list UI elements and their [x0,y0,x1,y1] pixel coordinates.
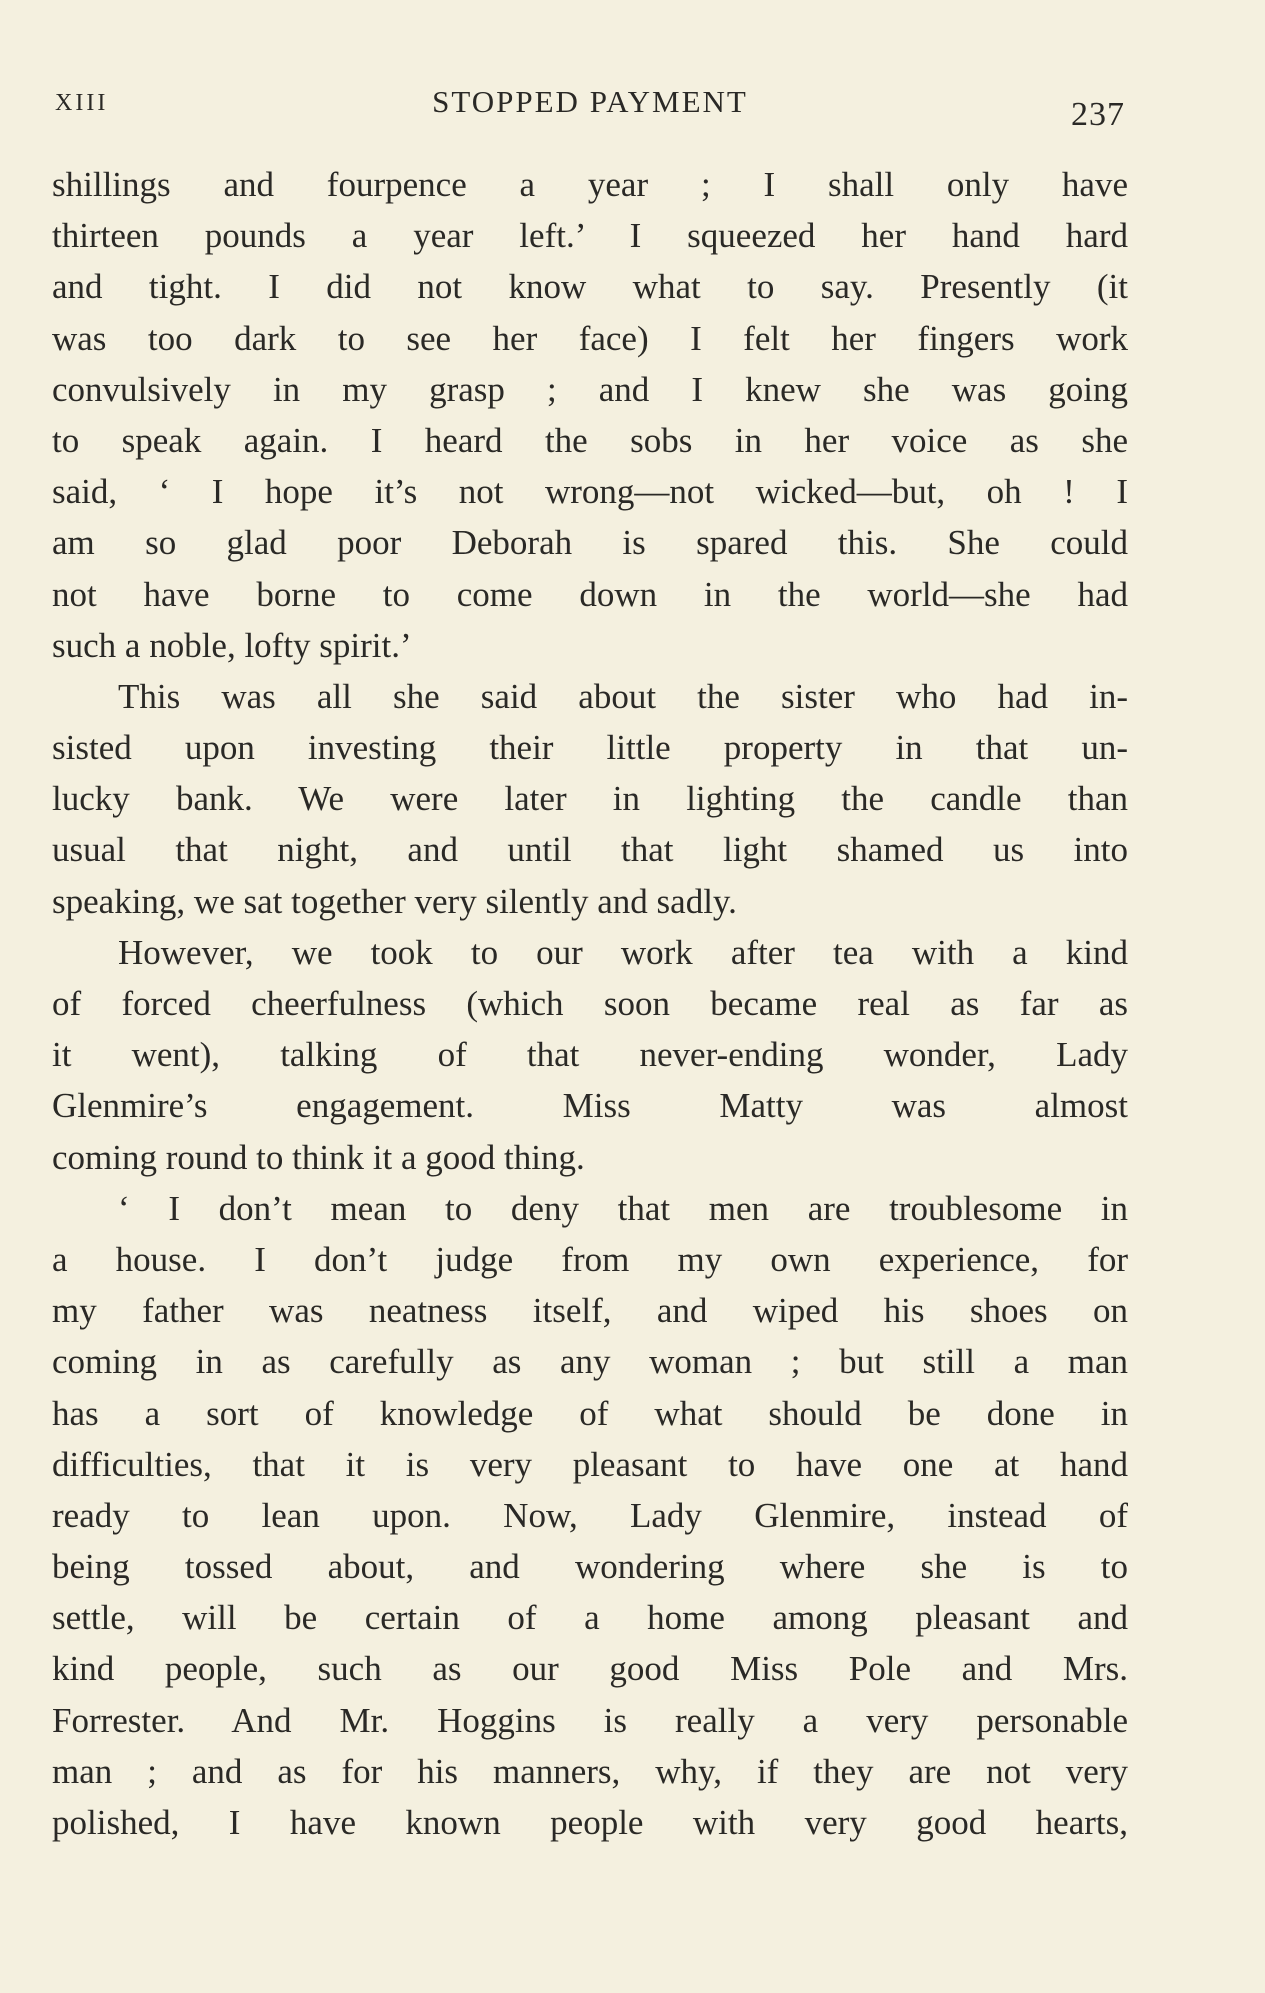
text-line: coming in as carefully as any woman ; but still a man [52,1342,1128,1382]
body-text [52,159,1128,1848]
running-head [55,84,1125,134]
text-line: and tight. I did not know what to say. Presently (it [52,267,1128,307]
text-line: Forrester. And Mr. Hoggins is really a very personable [52,1700,1128,1740]
chapter-number: XIII [55,90,109,116]
text-line: thirteen pounds a year left.’ I squeezed her hand hard [52,216,1128,256]
text-line: coming round to think it a good thing. [52,1137,585,1177]
text-line: it went), talking of that never-ending wonder, Lady [52,1035,1128,1075]
text-line: lucky bank. We were later in lighting the candle than [52,779,1128,819]
text-line: not have borne to come down in the world—she had [52,574,1128,614]
text-line: ‘ I don’t mean to deny that men are troublesome in [118,1188,1128,1228]
text-line: shillings and fourpence a year ; I shall only have [52,165,1128,204]
text-line: a house. I don’t judge from my own experience, for [52,1239,1128,1279]
text-line: of forced cheerfulness (which soon became real as far as [52,984,1128,1023]
text-line: being tossed about, and wondering where she is to [52,1547,1128,1587]
text-line: has a sort of knowledge of what should be done in [52,1393,1128,1433]
text-line: This was all she said about the sister who had in- [118,676,1128,716]
text-line: speaking, we sat together very silently and sadly. [52,881,737,921]
text-line: man ; and as for his manners, why, if they are not very [52,1751,1128,1791]
text-line: to speak again. I heard the sobs in her voice as she [52,420,1128,460]
text-line: settle, will be certain of a home among pleasant and [52,1598,1128,1638]
text-line: ready to lean upon. Now, Lady Glenmire, instead of [52,1495,1128,1535]
text-line: kind people, such as our good Miss Pole and Mrs. [52,1649,1128,1689]
text-line: said, ‘ I hope it’s not wrong—not wicked—but, oh ! I [52,472,1128,512]
text-line: polished, I have known people with very good hearts, [52,1803,1128,1842]
text-line: was too dark to see her face) I felt her fingers work [52,318,1128,358]
text-line: convulsively in my grasp ; and I knew she was going [52,369,1128,409]
text-line: usual that night, and until that light shamed us into [52,830,1128,870]
text-line: am so glad poor Deborah is spared this. She could [52,523,1128,563]
text-line: However, we took to our work after tea with a kind [118,932,1128,972]
text-line: my father was neatness itself, and wiped his shoes on [52,1291,1128,1331]
page-number: 237 [1071,96,1125,133]
text-line: difficulties, that it is very pleasant to have one at hand [52,1444,1128,1484]
text-line: sisted upon investing their little property in that un- [52,728,1128,768]
chapter-title: STOPPED PAYMENT [432,84,748,119]
text-line: Glenmire’s engagement. Miss Matty was almost [52,1086,1128,1126]
text-line: such a noble, lofty spirit.’ [52,625,412,665]
